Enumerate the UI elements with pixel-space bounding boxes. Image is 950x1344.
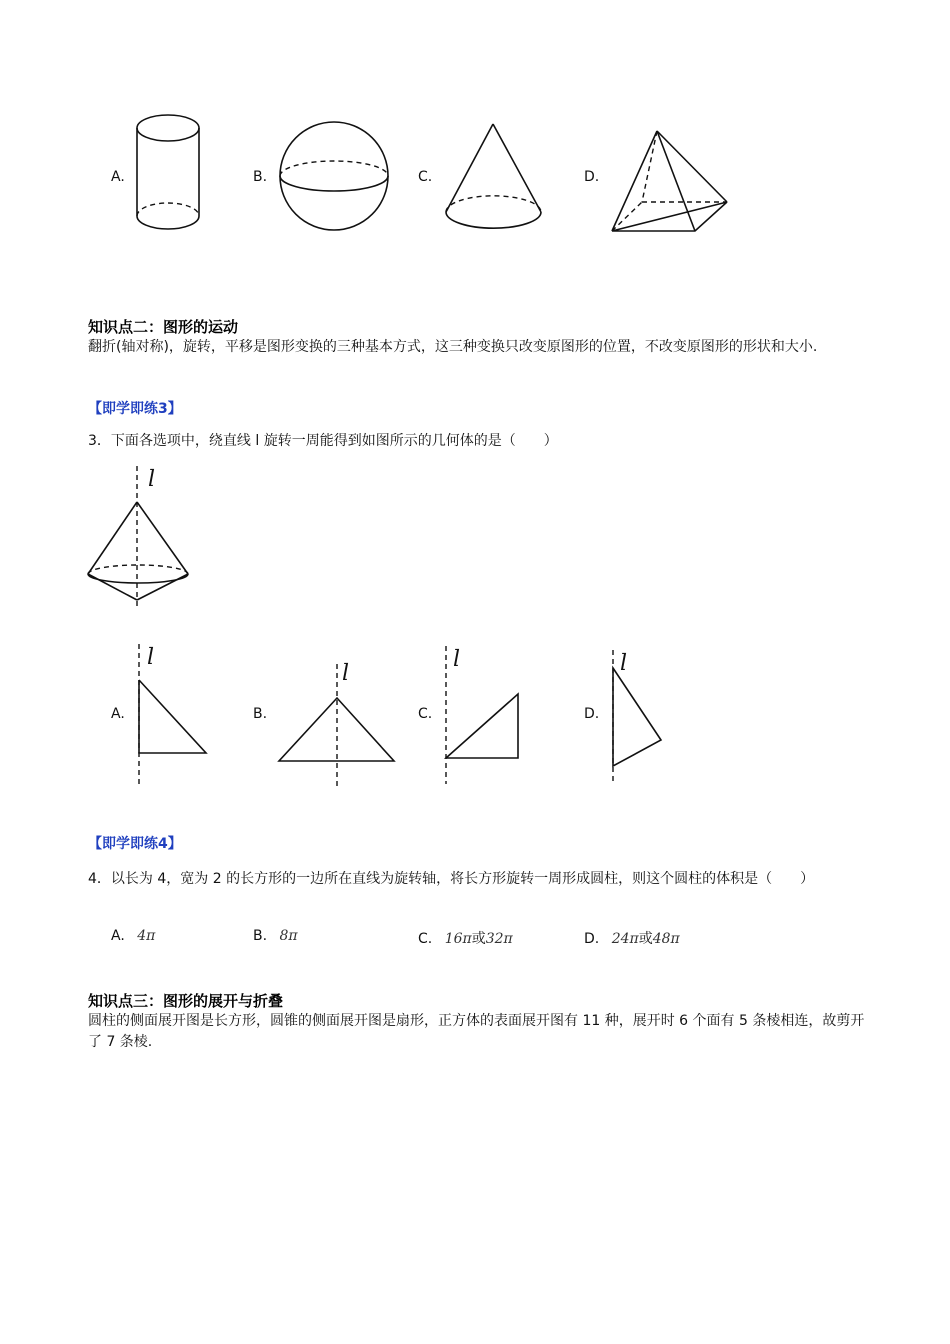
axis-label: l [342,661,350,686]
option-a-value: 4π [137,928,156,944]
practice3-option-a: A. [111,706,125,722]
option-d-triangle [604,646,674,788]
option-b-label: B. [253,169,268,185]
double-cone-figure [84,462,194,612]
practice4-option-a [111,928,155,944]
option-c-triangle [436,642,526,788]
practice4-title: 【即学即练4】 [88,836,182,852]
practice3-question: 3．下面各选项中，绕直线 l 旋转一周能得到如图所示的几何体的是（ ） [88,433,558,449]
option-b-label: B. [253,928,268,944]
section3-text: 圆柱的侧面展开图是长方形，圆锥的侧面展开图是扇形，正方体的表面展开图有 11 种，展开时 6 个面有 5 条棱相连，故剪开了 7 条棱. [88,1013,865,1050]
option-a-label: A. [111,928,125,944]
option-a-label: A. [111,169,125,185]
sphere-figure [275,118,395,236]
option-a-triangle [130,640,220,790]
option-d-label: D. [584,169,600,185]
option-b-value: 8π [279,928,298,944]
option-c-label: C. [418,169,433,185]
section2-text: 翻折(轴对称)，旋转，平移是图形变换的三种基本方式，这三种变换只改变原图形的位置，不改变原图形的形状和大小. [88,339,818,355]
cylinder-figure [130,110,210,235]
practice3-option-c: C. [418,706,433,722]
option-d-value2: 48π [652,931,680,947]
practice3-option-b: B. [253,706,268,722]
section3-heading: 知识点三：图形的展开与折叠 [88,992,284,1010]
practice3-option-d: D. [584,706,600,722]
option-c-or: 或 [471,931,486,947]
practice4-option-b [253,928,298,944]
pyramid-figure [608,125,733,237]
option-c-value2: 32π [485,931,513,947]
option-c-label: C. [418,931,433,947]
practice4-question: 4．以长为 4，宽为 2 的长方形的一边所在直线为旋转轴，将长方形旋转一周形成圆柱，则这个圆柱的体积是（ ） [88,871,815,887]
option-d-label: D. [584,931,600,947]
option-b-triangle [272,660,402,790]
section2-heading: 知识点二：图形的运动 [88,318,239,336]
practice4-option-c [418,928,513,948]
practice3-title: 【即学即练3】 [88,401,182,417]
axis-label: l [147,645,155,670]
option-d-value1: 24π [611,931,639,947]
option-d-or: 或 [638,931,653,947]
practice4-option-d [584,928,680,948]
axis-label: l [620,651,628,676]
cone-figure [440,120,550,235]
axis-label: l [453,647,461,672]
axis-label: l [148,467,156,492]
option-c-value1: 16π [444,931,472,947]
